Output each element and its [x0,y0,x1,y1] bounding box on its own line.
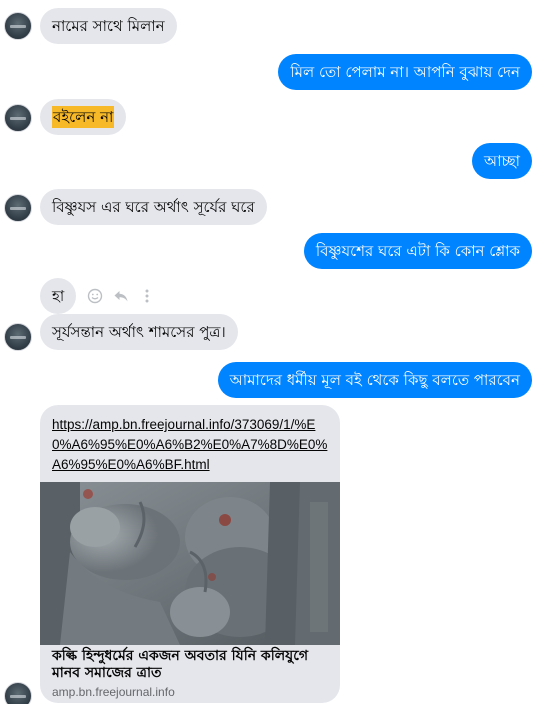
link-preview-card[interactable] [40,405,340,703]
message-bubble-incoming[interactable] [40,189,267,225]
link-url[interactable]: https://amp.bn.freejournal.info/373069/1/%E0%A6%95%E0%A6%B2%E0%A7%8D%E0%A6%95%E0%A6%BF.html [52,417,328,472]
avatar[interactable] [4,194,32,222]
message-bubble-incoming[interactable] [40,278,76,314]
highlighted-message-text: বইলেন না [53,108,114,126]
reply-icon[interactable] [112,287,130,305]
message-bubble-incoming[interactable] [40,314,238,350]
message-text: মিল তো পেলাম না। আপনি বুঝায় দেন [290,63,520,81]
message-bubble-outgoing[interactable] [218,362,532,398]
avatar[interactable] [4,12,32,40]
message-actions [86,287,156,305]
message-bubble-outgoing[interactable] [304,233,532,269]
smiley-icon[interactable] [86,287,104,305]
message-bubble-incoming[interactable] [40,8,177,44]
message-bubble-outgoing[interactable] [278,54,532,90]
link-domain: amp.bn.freejournal.info [52,685,175,699]
message-bubble-outgoing[interactable] [472,143,532,179]
link-title[interactable]: কল্কি হিন্দুধর্মের একজন অবতার যিনি কলিযুগে মানব সমাজের ত্রাত [52,648,309,681]
avatar[interactable] [4,323,32,351]
message-bubble-incoming[interactable] [40,99,126,135]
avatar[interactable] [4,104,32,132]
message-text: আমাদের ধর্মীয় মূল বই থেকে কিছু বলতে পারবেন [229,371,520,389]
preview-image[interactable] [40,482,340,645]
more-icon[interactable] [138,287,156,305]
avatar[interactable] [4,682,32,704]
message-text: বিষ্ণুযশের ঘরে এটা কি কোন শ্লোক [315,242,520,260]
message-text: সূর্যসন্তান অর্থাৎ শামসের পুত্র। [52,323,226,341]
message-text: নামের সাথে মিলান [52,17,165,35]
message-text: হা [52,287,65,305]
message-text: বিষ্ণুযস এর ঘরে অর্থাৎ সূর্যের ঘরে [52,198,255,216]
message-text: আচ্ছা [483,152,520,170]
